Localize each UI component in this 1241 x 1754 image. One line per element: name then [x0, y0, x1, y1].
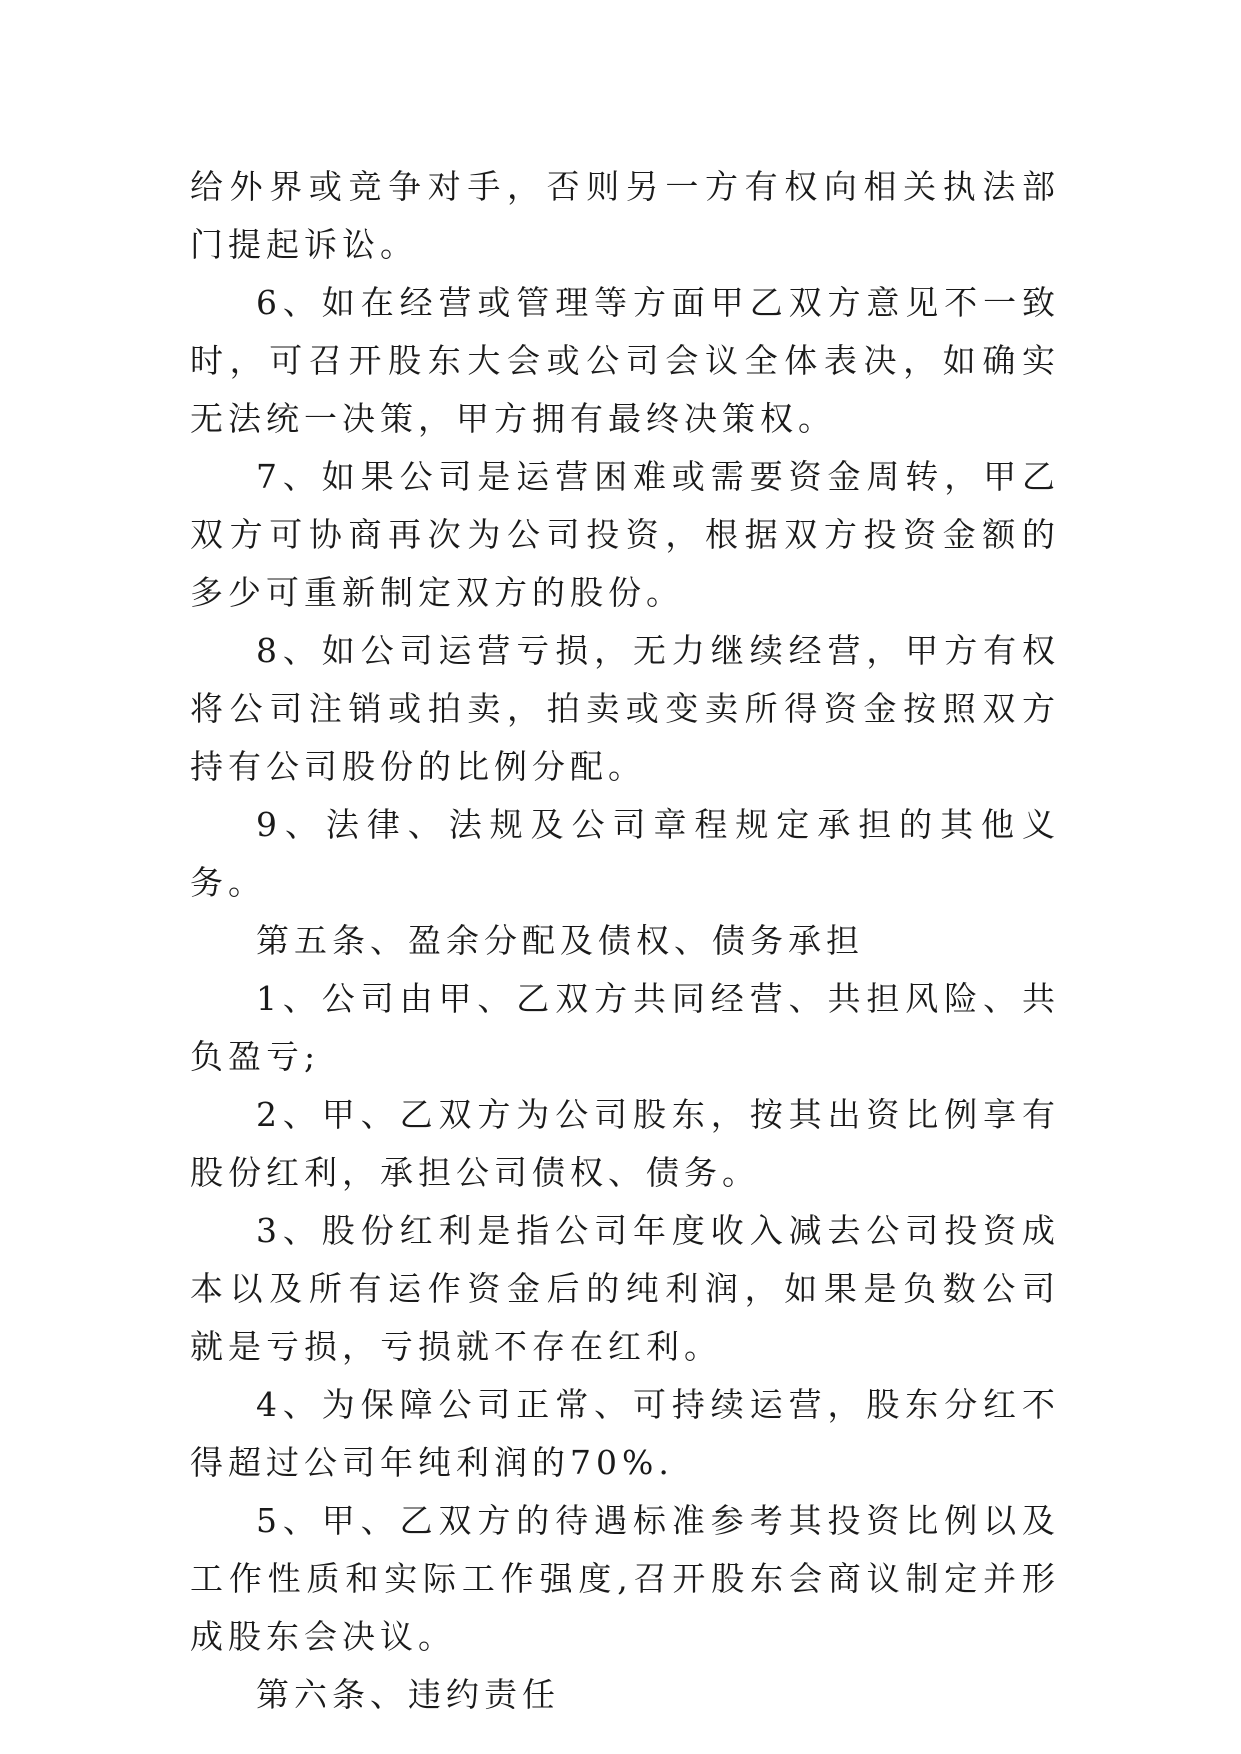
paragraph-item-9: 9、法律、法规及公司章程规定承担的其他义务。 — [190, 805, 1060, 902]
document-body — [190, 158, 1060, 1724]
paragraph-item-6: 6、如在经营或管理等方面甲乙双方意见不一致时，可召开股东大会或公司会议全体表决，如确实无法统一决策，甲方拥有最终决策权。 — [190, 283, 1060, 438]
paragraph-article-5-item-4: 4、为保障公司正常、可持续运营，股东分红不得超过公司年纯利润的70%. — [190, 1385, 1060, 1482]
paragraph-article-5-item-2: 2、甲、乙双方为公司股东，按其出资比例享有股份红利，承担公司债权、债务。 — [190, 1095, 1060, 1192]
paragraph-article-5-item-1: 1、公司由甲、乙双方共同经营、共担风险、共负盈亏; — [190, 979, 1060, 1076]
paragraph-article-5-item-5: 5、甲、乙双方的待遇标准参考其投资比例以及工作性质和实际工作强度,召开股东会商议制定并形成股东会决议。 — [190, 1501, 1060, 1656]
paragraph-item-8: 8、如公司运营亏损，无力继续经营，甲方有权将公司注销或拍卖，拍卖或变卖所得资金按照双方持有公司股份的比例分配。 — [190, 631, 1060, 786]
section-heading-article-6: 第六条、违约责任 — [256, 1675, 560, 1714]
paragraph-article-5-item-3: 3、股份红利是指公司年度收入减去公司投资成本以及所有运作资金后的纯利润，如果是负数公司就是亏损，亏损就不存在红利。 — [190, 1211, 1060, 1366]
paragraph-item-7: 7、如果公司是运营困难或需要资金周转，甲乙双方可协商再次为公司投资，根据双方投资金额的多少可重新制定双方的股份。 — [190, 457, 1060, 612]
section-heading-article-5: 第五条、盈余分配及债权、债务承担 — [256, 921, 864, 960]
paragraph-continuation: 给外界或竞争对手，否则另一方有权向相关执法部门提起诉讼。 — [190, 167, 1060, 264]
